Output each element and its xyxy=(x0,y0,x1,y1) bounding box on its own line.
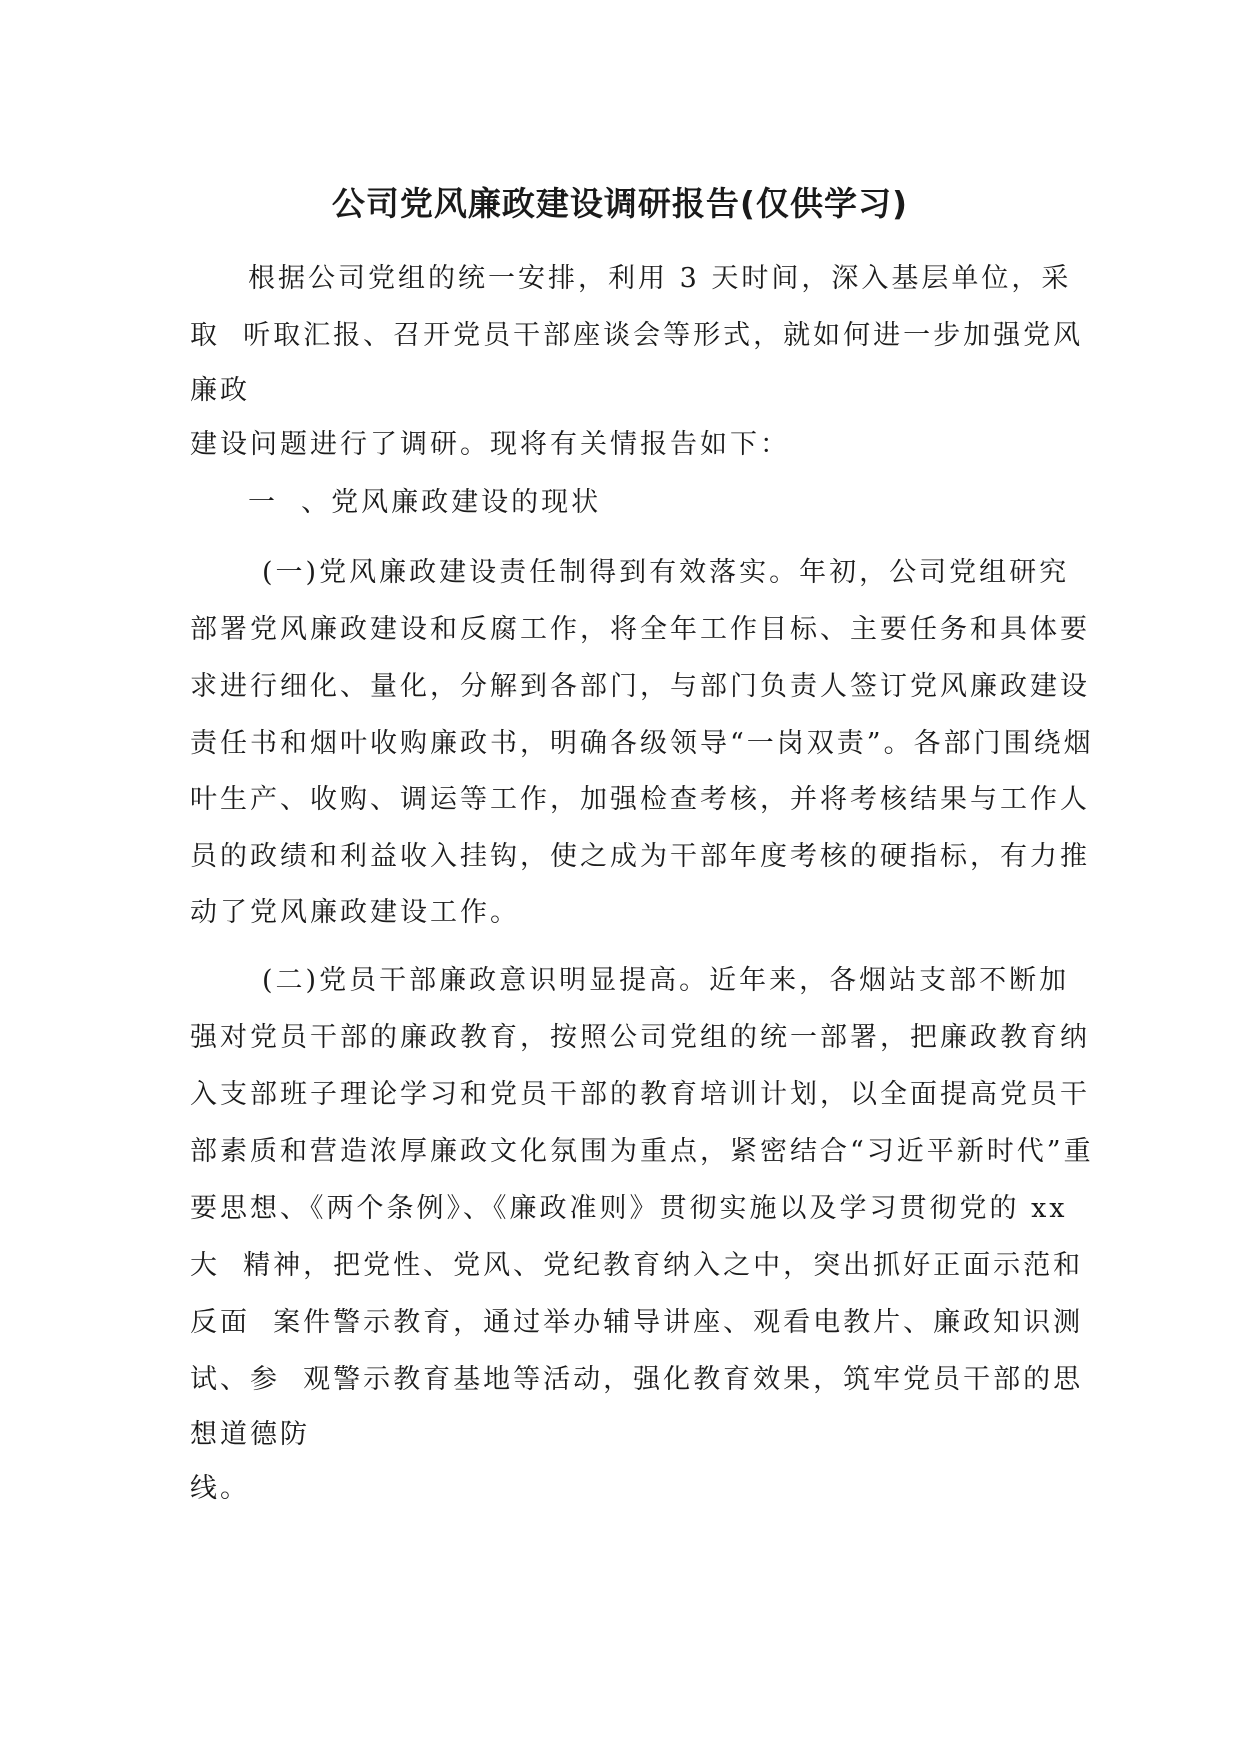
document-title: 公司党风廉政建设调研报告(仅供学习) xyxy=(331,184,909,223)
section-heading: 一 、党风廉政建设的现状 xyxy=(248,487,602,518)
paragraph-line: 部署党风廉政建设和反腐工作，将全年工作目标、主要任务和具体要 xyxy=(190,614,1090,645)
paragraph-line: 员的政绩和利益收入挂钩，使之成为干部年度考核的硬指标，有力推 xyxy=(190,841,1090,872)
paragraph-line: 责任书和烟叶收购廉政书，明确各级领导“一岗双责”。各部门围绕烟 xyxy=(190,728,1094,759)
paragraph-line: 入支部班子理论学习和党员干部的教育培训计划，以全面提高党员干 xyxy=(190,1079,1090,1110)
paragraph-line: 大 精神，把党性、党风、党纪教育纳入之中，突出抓好正面示范和 xyxy=(190,1250,1084,1281)
paragraph-line: 建设问题进行了调研。现将有关情报告如下： xyxy=(190,429,790,460)
paragraph-line: 求进行细化、量化，分解到各部门，与部门负责人签订党风廉政建设 xyxy=(190,671,1090,702)
paragraph-line: 试、参 观警示教育基地等活动，强化教育效果，筑牢党员干部的思 xyxy=(190,1364,1084,1395)
paragraph-line: 取 听取汇报、召开党员干部座谈会等形式，就如何进一步加强党风 xyxy=(190,320,1084,351)
paragraph-line: 要思想、《两个条例》、《廉政准则》贯彻实施以及学习贯彻党的 xx xyxy=(190,1193,1068,1224)
paragraph-line: 反面 案件警示教育，通过举办辅导讲座、观看电教片、廉政知识测 xyxy=(190,1307,1084,1338)
paragraph-line: 动了党风廉政建设工作。 xyxy=(190,897,520,928)
paragraph-line: (一)党风廉政建设责任制得到有效落实。年初，公司党组研究 xyxy=(262,557,1070,588)
paragraph-line: 部素质和营造浓厚廉政文化氛围为重点，紧密结合“习近平新时代”重 xyxy=(190,1136,1094,1167)
paragraph-line: (二)党员干部廉政意识明显提高。近年来，各烟站支部不断加 xyxy=(262,965,1070,996)
paragraph-line: 廉政 xyxy=(190,375,250,406)
paragraph-line: 根据公司党组的统一安排，利用 3 天时间，深入基层单位，采 xyxy=(248,263,1072,294)
paragraph-line: 强对党员干部的廉政教育，按照公司党组的统一部署，把廉政教育纳 xyxy=(190,1022,1090,1053)
paragraph-line: 叶生产、收购、调运等工作，加强检查考核，并将考核结果与工作人 xyxy=(190,784,1090,815)
paragraph-line: 线。 xyxy=(190,1473,250,1504)
paragraph-line: 想道德防 xyxy=(190,1419,310,1450)
